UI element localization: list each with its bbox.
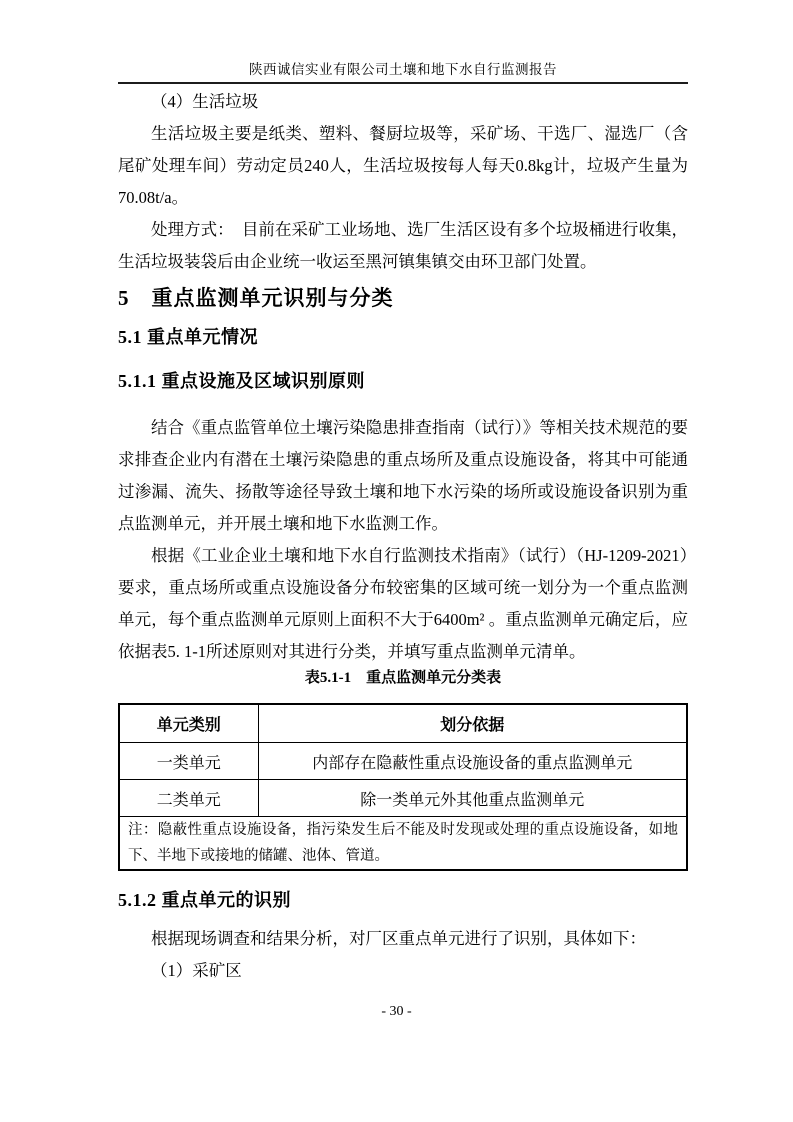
header-rule: [118, 82, 688, 84]
table-note: 注：隐蔽性重点设施设备，指污染发生后不能及时发现或处理的重点设施设备，如地下、半地下或接地的储罐、池体、管道。: [119, 817, 687, 871]
table-header-division-basis: 划分依据: [258, 704, 687, 743]
running-header-title: 陕西诚信实业有限公司土壤和地下水自行监测报告: [249, 62, 557, 77]
page-content: [118, 0, 688, 987]
waste-paragraph-1: 生活垃圾主要是纸类、塑料、餐厨垃圾等，采矿场、干选厂、湿选厂（含尾矿处理车间）劳动定员240人，生活垃圾按每人每天0.8kg计，垃圾产生量为70.08t/a。: [118, 124, 688, 207]
subsection-512-paragraph-2: （1）采矿区: [151, 961, 242, 980]
subsection-511-paragraph-1: 结合《重点监管单位土壤污染隐患排查指南（试行）》等相关技术规范的要求排查企业内有潜在土壤污染隐患的重点场所及重点设施设备，将其中可能通过渗漏、流失、扬散等途径导致土壤和地下水污染的场所或设施设备识别为重点监测单元，并开展土壤和地下水监测工作。: [118, 418, 688, 533]
table-cell-basis: 内部存在隐蔽性重点设施设备的重点监测单元: [258, 743, 687, 780]
chapter-heading: 5 重点监测单元识别与分类: [118, 286, 394, 310]
subsection-heading-512: 5.1.2 重点单元的识别: [118, 890, 291, 910]
table-cell-category: 一类单元: [119, 743, 258, 780]
page-number: - 30 -: [381, 1004, 412, 1019]
table-caption: 表5.1-1 重点监测单元分类表: [304, 670, 502, 686]
table-row: [119, 780, 687, 817]
section-heading: 5.1 重点单元情况: [118, 327, 258, 347]
table-header-unit-category: 单元类别: [119, 704, 258, 743]
classification-table: [118, 703, 688, 871]
subsection-512-paragraph-1: 根据现场调查和结果分析，对厂区重点单元进行了识别，具体如下：: [151, 929, 646, 948]
table-row: [119, 743, 687, 780]
subsection-heading-511: 5.1.1 重点设施及区域识别原则: [118, 371, 365, 391]
subsection-511-paragraph-2: 根据《工业企业土壤和地下水自行监测技术指南》（试行）（HJ-1209-2021）要求，重点场所或重点设施设备分布较密集的区域可统一划分为一个重点监测单元，每个重点监测单元原则上面积不大于6400m² 。重点监测单元确定后，应依据表5. 1-1所述原则对其进行分类，并填写重点监测单元清单。: [118, 546, 688, 661]
table-cell-category: 二类单元: [119, 780, 258, 817]
waste-subheading: （4）生活垃圾: [151, 92, 259, 111]
table-cell-basis: 除一类单元外其他重点监测单元: [258, 780, 687, 817]
waste-paragraph-2: 处理方式： 目前在采矿工业场地、选厂生活区设有多个垃圾桶进行收集，生活垃圾装袋后由企业统一收运至黑河镇集镇交由环卫部门处置。: [118, 220, 688, 271]
table-note-row: [119, 817, 687, 871]
table-header-row: [119, 704, 687, 743]
